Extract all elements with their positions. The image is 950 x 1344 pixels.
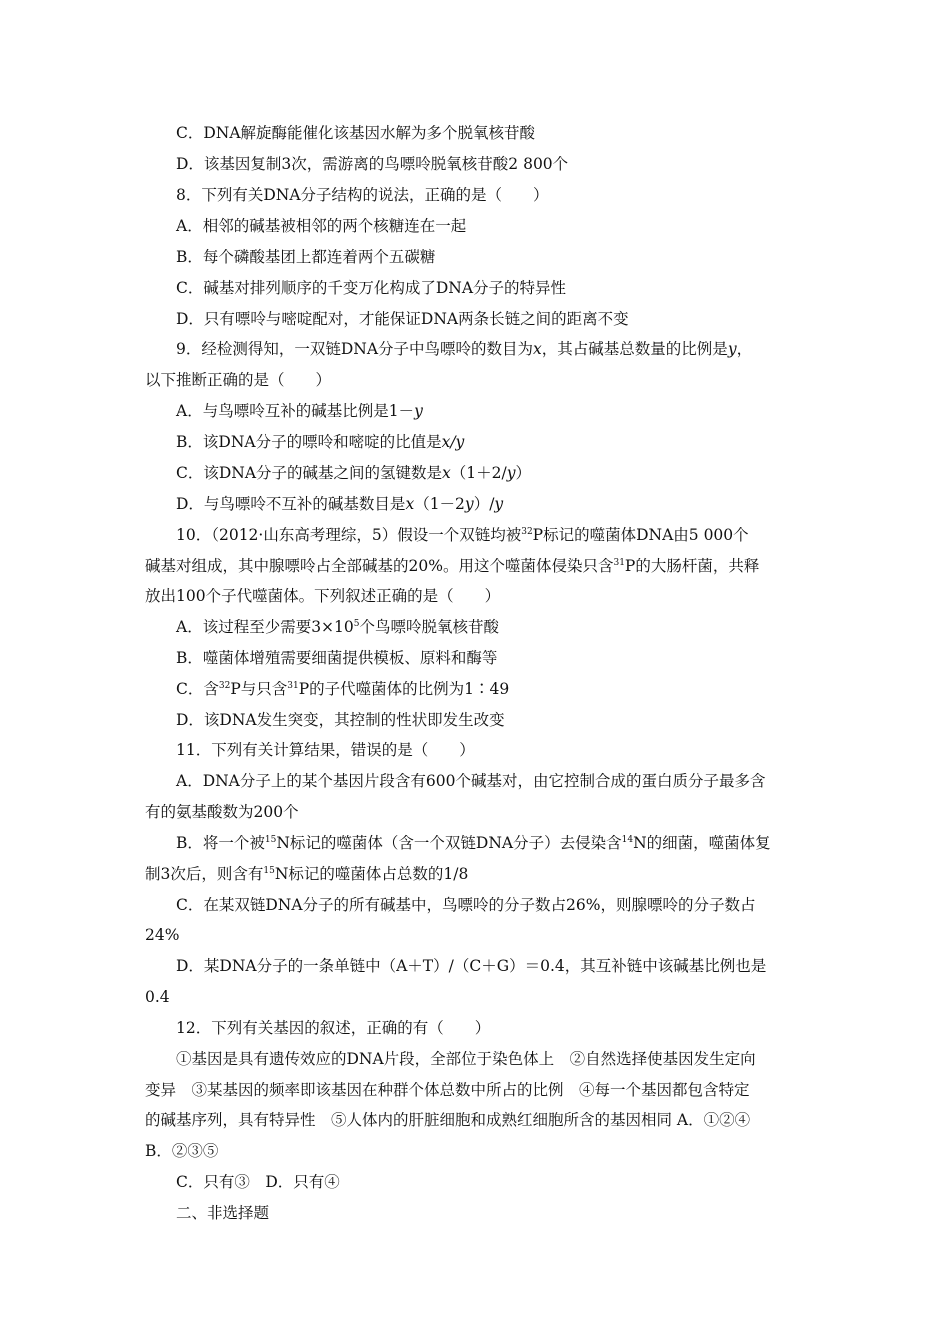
line-text: N标记的噬菌体占总数的1/8 [274,865,469,883]
question-11 [0,735,950,765]
line-text: D．与鸟嘌呤不互补的碱基数目是 [176,495,406,513]
line-text: C．碱基对排列顺序的千变万化构成了DNA分子的特异性 [176,279,567,297]
question-text: 以下推断正确的是（ ） [145,371,332,389]
option-8b [0,242,950,272]
line-text: N的细菌，噬菌体复 [633,834,771,852]
question-text: P标记的噬菌体DNA由5 000个 [532,526,749,544]
var-x: x [533,340,542,358]
option-10d [0,705,950,735]
option-11b [0,828,950,858]
line-text: 个鸟嘌呤脱氧核苷酸 [359,618,500,636]
line-text: D．该DNA发生突变，其控制的性状即发生改变 [176,711,505,729]
option-9a [0,396,950,426]
line-text: P的子代噬菌体的比例为1∶49 [298,680,510,698]
option-7c [0,118,950,148]
var-y: y [494,495,504,513]
question-text: 放出100个子代噬菌体。下列叙述正确的是（ ） [145,587,501,605]
line-text: 有的氨基酸数为200个 [145,803,299,821]
option-8d [0,304,950,334]
var-x: x [405,495,415,513]
option-11a-cont [0,797,950,827]
line-text: C．只有③ D．只有④ [176,1173,340,1191]
question-12-statements-cont2 [0,1105,950,1135]
line-text: B．②③⑤ [145,1142,219,1160]
option-11b-cont [0,859,950,889]
option-10c [0,674,950,704]
question-text: 碱基对组成，其中腺嘌呤占全部碱基的20%。用这个噬菌体侵染只含 [145,557,614,575]
option-11d-cont [0,982,950,1012]
question-text: ， [736,340,753,358]
question-12-statements-cont1 [0,1075,950,1105]
line-text: A．该过程至少需要3×10 [176,618,354,636]
line-text: P与只含 [230,680,288,698]
question-12 [0,1013,950,1043]
isotope-superscript: 32 [218,681,231,691]
line-text: N标记的噬菌体（含一个双链DNA分子）去侵染含 [276,834,622,852]
option-9c [0,458,950,488]
option-12b [0,1136,950,1166]
isotope-superscript: 15 [264,835,277,845]
line-text: （1－2 [414,495,465,513]
question-text: 11．下列有关计算结果，错误的是（ ） [176,741,475,759]
option-11a [0,766,950,796]
line-text: D．某DNA分子的一条单链中（A＋T）/（C＋G）＝0.4，其互补链中该碱基比例也是 [176,957,767,975]
option-10b [0,643,950,673]
line-text: 24% [145,926,180,944]
option-10a [0,612,950,642]
var-y: y [464,495,474,513]
line-text: B．该DNA分子的嘌呤和嘧啶的比值是 [176,433,442,451]
line-text: A．与鸟嘌呤互补的碱基比例是1－ [176,402,415,420]
line-text: C．含 [176,680,219,698]
question-12-statements [0,1044,950,1074]
option-11c [0,890,950,920]
question-text: 10．（2012·山东高考理综，5）假设一个双链均被 [176,526,522,544]
line-text: C．在某双链DNA分子的所有碱基中，鸟嘌呤的分子数占26%，则腺嘌呤的分子数占 [176,896,756,914]
question-text: ，其占碱基总数量的比例是 [541,340,728,358]
line-text: B．将一个被 [176,834,265,852]
question-text: 12．下列有关基因的叙述，正确的有（ ） [176,1019,491,1037]
var-x: x [442,464,451,482]
question-9-cont [0,365,950,395]
isotope-superscript: 32 [521,527,533,537]
option-8c [0,273,950,303]
line-text: 的碱基序列，具有特异性 ⑤人体内的肝脏细胞和成熟红细胞所含的基因相同 A．①②④ [145,1111,751,1129]
question-10-cont1 [0,551,950,581]
line-text: C．DNA解旋酶能催化该基因水解为多个脱氧核苷酸 [176,124,536,142]
line-text: ①基因是具有遗传效应的DNA片段，全部位于染色体上 ②自然选择使基因发生定向 [176,1050,756,1068]
isotope-superscript: 31 [287,681,299,691]
line-text: C．该DNA分子的碱基之间的氢键数是 [176,464,443,482]
var-y: y [414,402,423,420]
line-text: 0.4 [145,988,170,1006]
section-title: 二、非选择题 [176,1204,270,1222]
line-text: D．只有嘌呤与嘧啶配对，才能保证DNA两条长链之间的距离不变 [176,310,629,328]
var-xy: x/y [441,433,465,451]
var-y: y [727,340,737,358]
question-9 [0,334,950,364]
line-text: B．噬菌体增殖需要细菌提供模板、原料和酶等 [176,649,498,667]
line-text: ） [515,464,532,482]
option-9d [0,489,950,519]
question-8 [0,180,950,210]
question-text: P的大肠杆菌，共释 [624,557,760,575]
question-text: 8．下列有关DNA分子结构的说法，正确的是（ ） [176,186,549,204]
question-10-cont2 [0,581,950,611]
option-11c-cont [0,920,950,950]
line-text: 变异 ③某基因的频率即该基因在种群个体总数中所占的比例 ④每一个基因都包含特定 [145,1081,750,1099]
isotope-superscript: 14 [621,835,634,845]
line-text: 制3次后，则含有 [145,865,264,883]
option-8a [0,211,950,241]
option-7d [0,149,950,179]
line-text: （1＋2/ [450,464,507,482]
line-text: A．DNA分子上的某个基因片段含有600个碱基对，由它控制合成的蛋白质分子最多含 [176,772,766,790]
line-text: B．每个磷酸基团上都连着两个五碳糖 [176,248,436,266]
line-text: ）/ [473,495,495,513]
var-y: y [506,464,516,482]
section-heading [0,1198,950,1228]
option-12cd [0,1167,950,1197]
isotope-superscript: 15 [263,866,275,876]
question-text: 9．经检测得知，一双链DNA分子中鸟嘌呤的数目为 [176,340,534,358]
option-11d [0,951,950,981]
exponent-superscript: 5 [353,619,360,629]
option-9b [0,427,950,457]
line-text: D．该基因复制3次，需游离的鸟嘌呤脱氧核苷酸2 800个 [176,155,569,173]
line-text: A．相邻的碱基被相邻的两个核糖连在一起 [176,217,467,235]
question-10 [0,520,950,550]
isotope-superscript: 31 [613,558,625,568]
